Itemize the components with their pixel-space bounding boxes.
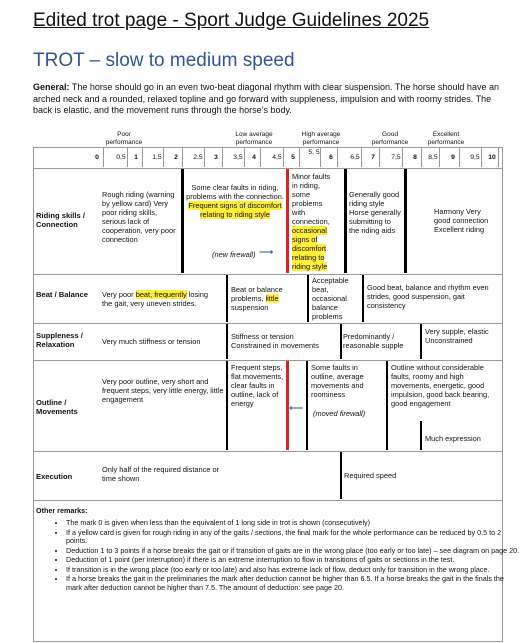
score-mark: 8: [413, 154, 417, 161]
supple-good-text: Very supple, elastic Unconstrained: [425, 327, 489, 345]
scale-divider: [127, 148, 128, 167]
general-paragraph: [33, 82, 503, 117]
beat-poor-text: [102, 290, 220, 308]
score-mark: 9,5: [470, 154, 480, 161]
execution-good-text: Required speed: [344, 471, 397, 480]
outline-poor-text: Very poor outline, very short and frequent steps, very little energy, little engagement: [102, 377, 224, 404]
remark-item: • If transition is in the wrong place (too early or too late) and also has extreme lack of flow, deduct only for transition in the wrong place.: [66, 566, 521, 575]
cat-poor: Poor performance: [105, 131, 143, 146]
score-mark: 0: [95, 154, 99, 161]
riding-firewall-note: (new firewall): [212, 250, 256, 259]
scale-divider: [361, 148, 362, 167]
beat-low-a: Beat or balance problems,: [231, 285, 283, 303]
firewall-line: [181, 169, 184, 273]
riding-poor-text: Rough riding (warning by yellow card) Very poor riding skills, serious lack of cooperation, very poor connection: [102, 190, 176, 244]
riding-high-a: Minor faults in riding, some problems with connection,: [292, 172, 331, 226]
supple-poor-text: Very much stiffness or tension: [102, 337, 201, 346]
remark-item: • The mark 0 is given when less than the equivalent of 1 long side in trot is shown (consecutively): [66, 519, 521, 528]
score-mark: 4: [252, 154, 256, 161]
label-riding: Riding skills / Connection: [36, 211, 85, 229]
outline-high-text: Some faults in outline, average movements and roominess: [311, 363, 364, 399]
score-mark: 2: [174, 154, 178, 161]
scale-divider: [244, 148, 245, 167]
firewall-line: [344, 169, 347, 273]
cat-good: Good performance: [371, 131, 409, 146]
scale-divider: [481, 148, 482, 167]
firewall-line: [362, 275, 364, 322]
arrow-left-icon: ⟵: [289, 403, 304, 414]
riding-high-text: [292, 172, 336, 271]
beat-good-text: Good beat, balance and rhythm even strides, good suspension, gait consistency: [367, 283, 489, 310]
execution-poor-text: Only half of the required distance or time shown: [102, 465, 220, 483]
firewall-line: [286, 169, 289, 273]
scale-divider: [283, 148, 284, 167]
scale-divider: [260, 148, 261, 167]
remarks-list: [38, 519, 521, 593]
cat-excellent: Excellent performance: [427, 131, 465, 146]
firewall-line: [307, 275, 309, 322]
score-mark: 1: [134, 154, 138, 161]
score-mark: 7: [371, 154, 375, 161]
riding-good-text: Generally good riding style Horse generally submitting to the riding aids: [349, 190, 401, 235]
label-execution: Execution: [36, 472, 73, 481]
page-subtitle: TROT – slow to medium speed: [33, 50, 295, 71]
scale-divider: [379, 148, 380, 167]
riding-low-a: Some clear faults in riding, problems with the connection.: [186, 183, 284, 201]
score-mark: 3,5: [233, 154, 243, 161]
riding-high-b: occasional signs of discomfort relating to riding style: [292, 226, 328, 271]
firewall-line: [226, 361, 228, 450]
riding-low-text: [186, 183, 284, 219]
outline-firewall-note: (moved firewall): [313, 409, 366, 418]
outline-low-text: Frequent steps, flat movements, clear faults in outline, lack of energy: [231, 363, 284, 408]
supple-low-text: Stiffness or tension Constrained in movements: [231, 332, 319, 350]
remark-item: • Deduction 1 to 3 points if a horse breaks the gait or if transition of gaits are in the wrong place (too early or too late) – see diagram on page 20.: [66, 547, 521, 556]
label-outline: Outline / Movements: [36, 398, 78, 416]
remark-item: • If a horse breaks the gait in the preliminaries the mark after deduction cannot be higher than 6.5. If a horse breaks the gait in the finals the mark after deduction cannot be higher than 7.5. The amount of deduction: see page 20.: [66, 575, 521, 592]
score-mark: 1,5: [152, 154, 162, 161]
firewall-line: [386, 361, 388, 450]
scale-divider: [498, 148, 499, 167]
score-mark: 5: [291, 154, 295, 161]
label-supple: Suppleness / Relaxation: [36, 331, 83, 349]
scale-divider: [103, 148, 104, 167]
beat-poor-b: beat, frequently: [135, 290, 187, 299]
remark-item: • Deduction of 1 point (per interruption) if there is an extreme interruption to flow in transitions of gaits or sections in the test.: [66, 556, 521, 565]
riding-excellent-text: Harmony Very good connection Excellent riding: [434, 207, 489, 234]
beat-low-b: little: [265, 294, 279, 303]
score-mark: 9: [451, 154, 455, 161]
score-mark: 2,5: [193, 154, 203, 161]
score-mark: 6,5: [350, 154, 360, 161]
general-label: General:: [33, 82, 70, 92]
score-mark: 10: [488, 154, 496, 161]
score-mark: 7,5: [391, 154, 401, 161]
beat-poor-c: losing the gait, very uneven strides.: [102, 290, 209, 308]
page-title: Edited trot page - Sport Judge Guidelines 2025: [33, 10, 430, 31]
remark-item: • If a yellow card is given for rough riding in any of the gaits / sections, the final mark for the whole performance can be reduced by 0.5 to 2 points.: [66, 529, 521, 546]
scale-divider: [439, 148, 440, 167]
scale-divider: [337, 148, 338, 167]
general-text: The horse should go in an even two-beat diagonal rhythm with clear suspension. The horse should have an arched neck and a rounded, relaxed topline and go forward with suppleness, impulsion and with roomy strides. The back is elastic, and the movement runs through the horse’s body.: [33, 82, 499, 115]
scale-divider: [222, 148, 223, 167]
firewall-line: [420, 421, 422, 450]
riding-low-b: Frequent signs of discomfort relating to riding style: [188, 201, 282, 219]
score-mark: 0,5: [116, 154, 126, 161]
beat-high-text: Acceptable beat, occasional balance problems: [312, 276, 349, 321]
firewall-line: [420, 324, 422, 359]
remarks-title: Other remarks:: [36, 506, 88, 515]
firewall-line: [306, 361, 308, 450]
beat-low-text: [231, 285, 307, 312]
scale-divider: [320, 148, 321, 167]
supple-high-text: Predominantly / reasonable supple: [343, 332, 404, 350]
scale-divider: [421, 148, 422, 167]
score-mark: 3: [214, 154, 218, 161]
firewall-line: [340, 324, 342, 359]
scale-divider: [299, 148, 300, 167]
cat-high: High average performance: [301, 131, 341, 146]
scale-divider: [459, 148, 460, 167]
scale-divider: [204, 148, 205, 167]
scale-divider: [142, 148, 143, 167]
beat-poor-a: Very poor: [102, 290, 134, 299]
score-mark: 5, 5: [308, 149, 320, 156]
score-mark: 6: [329, 154, 333, 161]
arrow-right-icon: ⟶: [259, 247, 274, 258]
firewall-line: [404, 169, 407, 273]
scale-divider: [182, 148, 183, 167]
outline-excellent-text: Much expression: [425, 434, 481, 443]
scale-divider: [402, 148, 403, 167]
firewall-line: [226, 324, 228, 359]
outline-good-text: Outline without considerable faults, roomy and high movements, energetic, good impulsion, good back bearing, good engagement: [391, 363, 490, 408]
score-mark: 4,5: [272, 154, 282, 161]
cat-low: Low average performance: [235, 131, 273, 146]
label-beat: Beat / Balance: [36, 290, 88, 299]
score-mark: 8,5: [428, 154, 438, 161]
scale-divider: [163, 148, 164, 167]
firewall-line: [340, 452, 342, 499]
beat-low-c: suspension: [231, 303, 269, 312]
firewall-line: [226, 275, 228, 322]
